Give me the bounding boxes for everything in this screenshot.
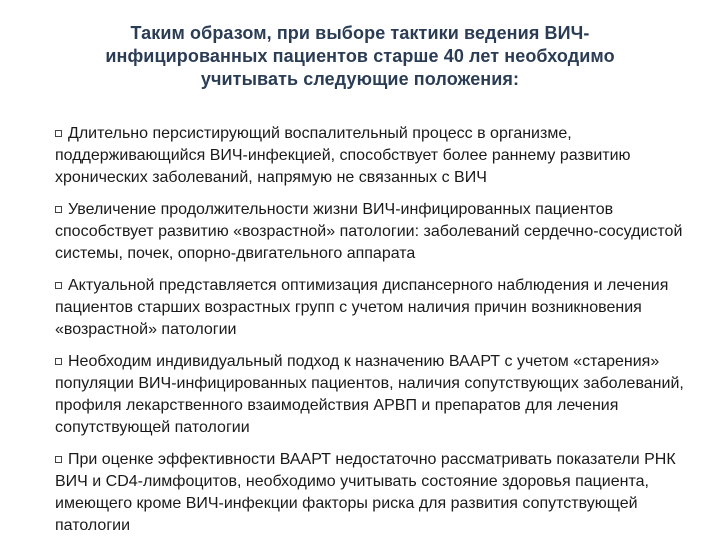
bullet-text: Увеличение продолжительности жизни ВИЧ-инфицированных пациентов способствует развитию «возрастной» патологии: заболеваний сердечно-сосудистой системы, почек, опорно-двигательного аппарата <box>55 201 683 262</box>
bullet-item <box>55 351 695 439</box>
bullet-text: Актуальной представляется оптимизация диспансерного наблюдения и лечения пациентов старших возрастных групп с учетом наличия причин возникновения «возрастной» патологии <box>55 277 669 338</box>
bullet-list <box>55 123 695 547</box>
slide-title: Таким образом, при выборе тактики ведения ВИЧ-инфицированных пациентов старше 40 лет необходимо учитывать следующие положения: <box>105 23 615 89</box>
bullet-text: Необходим индивидуальный подход к назначению ВААРТ с учетом «старения» популяции ВИЧ-инфицированных пациентов, наличия сопутствующих заболеваний, профиля лекарственного взаимодействия АРВП и препаратов для лечения сопутствующей патологии <box>55 353 684 436</box>
bullet-item <box>55 449 695 537</box>
bullet-item <box>55 123 695 189</box>
hollow-square-icon <box>55 130 62 137</box>
hollow-square-icon <box>55 282 62 289</box>
hollow-square-icon <box>55 206 62 213</box>
hollow-square-icon <box>55 456 62 463</box>
bullet-item <box>55 275 695 341</box>
bullet-text: При оценке эффективности ВААРТ недостаточно рассматривать показатели РНК ВИЧ и CD4-лимфоцитов, необходимо учитывать состояние здоровья пациента, имеющего кроме ВИЧ-инфекции факторы риска для развития сопутствующей патологии <box>55 451 676 534</box>
hollow-square-icon <box>55 358 62 365</box>
bullet-item <box>55 199 695 265</box>
bullet-text: Длительно персистирующий воспалительный процесс в организме, поддерживающийся ВИЧ-инфекцией, способствует более раннему развитию хронических заболеваний, напрямую не связанных с ВИЧ <box>55 125 631 186</box>
